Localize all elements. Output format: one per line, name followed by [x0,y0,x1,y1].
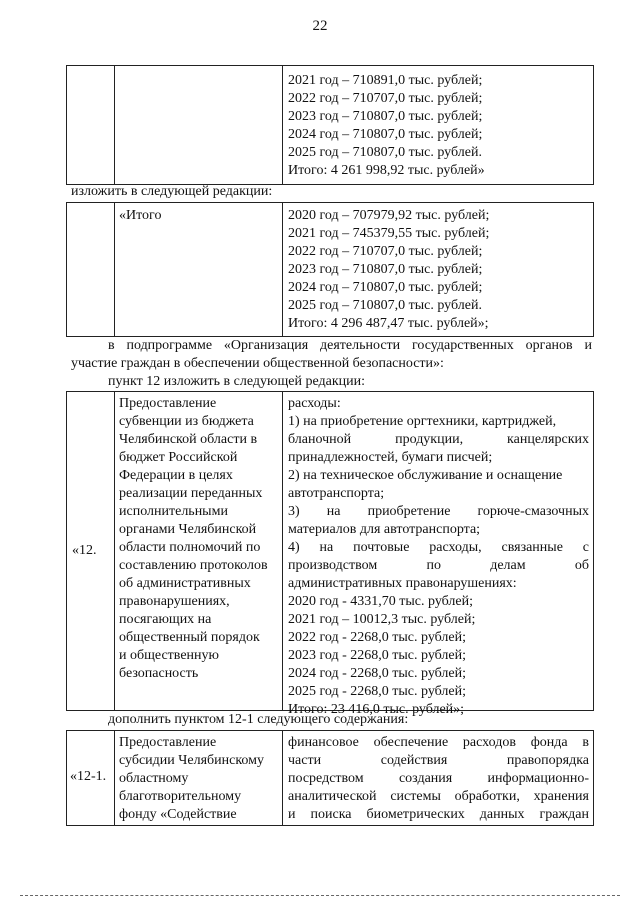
table-4-number: «12-1. [70,769,107,784]
table-2-line: 2021 год – 745379,55 тыс. рублей; [288,226,490,241]
table-3-detail-line: 2022 год - 2268,0 тыс. рублей; [288,630,467,645]
table-3-detail-line: 2024 год - 2268,0 тыс. рублей; [288,666,467,681]
table-3-detail-line: принадлежностей, бумаги писчей; [288,450,493,465]
table-3-detail-line: 1) на приобретение оргтехники, картриджей, [288,414,557,429]
table-3-detail-line: производством по делам об [288,558,589,573]
table-3-name-line: Челябинской области в [119,432,258,447]
table-3-detail-line: 3) на приобретение горюче-смазочных [288,504,589,519]
table-3-detail-line: автотранспорта; [288,486,385,501]
table-1-col-amounts [283,66,593,184]
table-2 [66,202,594,337]
table-1-line: Итого: 4 261 998,92 тыс. рублей» [288,163,485,178]
table-4-name-line: субсидии Челябинскому [119,753,265,768]
table-4-name-line: фонду «Содействие [119,807,237,822]
table-4 [66,730,594,826]
table-3-detail-line: 2025 год - 2268,0 тыс. рублей; [288,684,467,699]
paragraph-subprogram-line-2: участие граждан в обеспечении общественной безопасности»: [71,356,444,371]
table-3-col-number [67,392,115,710]
table-3-name-line: бюджет Российской [119,450,238,465]
table-2-line: 2023 год – 710807,0 тыс. рублей; [288,262,483,277]
table-2-line: 2025 год – 710807,0 тыс. рублей. [288,298,482,313]
table-1-line: 2024 год – 710807,0 тыс. рублей; [288,127,483,142]
table-1 [66,65,594,185]
table-3 [66,391,594,717]
table-3-name-line: об административных [119,576,251,591]
table-2-col-amounts [283,203,593,336]
table-1-line: 2025 год – 710807,0 тыс. рублей. [288,145,482,160]
table-1-line: 2021 год – 710891,0 тыс. рублей; [288,73,483,88]
table-2-line: 2022 год – 710707,0 тыс. рублей; [288,244,483,259]
table-3-detail-line: 2) на техническое обслуживание и оснащение [288,468,563,483]
table-3-name-line: Федерации в целях [119,468,233,483]
paragraph-subprogram-line-1: в подпрограмме «Организация деятельности государственных органов и [108,338,592,353]
table-4-col-name [115,731,283,825]
table-2-line: Итого: 4 296 487,47 тыс. рублей»; [288,316,489,331]
table-3-name-line: органами Челябинской [119,522,257,537]
table-3-number: «12. [72,543,97,558]
paragraph-item-12: пункт 12 изложить в следующей редакции: [108,374,365,389]
table-3-detail-line: расходы: [288,396,341,411]
table-3-name-line: безопасность [119,666,199,681]
paragraph-item-12-1: дополнить пунктом 12-1 следующего содержания: [108,712,409,727]
table-1-line: 2023 год – 710807,0 тыс. рублей; [288,109,483,124]
table-3-detail-line: административных правонарушениях: [288,576,517,591]
table-4-detail-line: и поиска биометрических данных граждан [288,807,589,822]
page-bottom-rule [20,895,620,896]
table-1-col-name [115,66,283,184]
table-3-detail-line: бланочной продукции, канцелярских [288,432,589,447]
table-3-detail-line: Итого: 23 416,0 тыс. рублей»; [288,702,465,717]
table-4-col-details [283,731,593,825]
table-1-col-number [67,66,115,184]
table-3-name-line: правонарушениях, [119,594,230,609]
table-3-name-line: общественный порядок [119,630,260,645]
paragraph-edit-note: изложить в следующей редакции: [71,184,273,199]
table-4-name-line: Предоставление [119,735,217,750]
table-2-name: «Итого [119,208,162,223]
table-4-detail-line: посредством создания информационно- [288,771,589,786]
table-3-name-line: посягающих на [119,612,212,627]
table-3-detail-line: 2023 год - 2268,0 тыс. рублей; [288,648,467,663]
table-3-name-line: составлению протоколов [119,558,268,573]
table-4-name-line: областному [119,771,189,786]
table-3-name-line: и общественную [119,648,219,663]
table-3-col-details [283,392,593,717]
table-2-col-name [115,203,283,336]
table-4-col-number [67,731,115,825]
table-2-col-number [67,203,115,336]
page-number: 22 [312,18,328,34]
table-3-name-line: субвенции из бюджета [119,414,254,429]
table-2-line: 2024 год – 710807,0 тыс. рублей; [288,280,483,295]
table-3-detail-line: 2021 год – 10012,3 тыс. рублей; [288,612,476,627]
table-4-detail-line: части содействия правопорядка [288,753,589,768]
table-4-detail-line: аналитической системы обработки, хранения [288,789,589,804]
table-3-name-line: реализации переданных [119,486,263,501]
table-4-detail-line: финансовое обеспечение расходов фонда в [288,735,589,750]
table-4-name-line: благотворительному [119,789,242,804]
table-3-name-line: исполнительными [119,504,228,519]
table-3-name-line: области полномочий по [119,540,261,555]
table-3-detail-line: 2020 год - 4331,70 тыс. рублей; [288,594,474,609]
table-2-line: 2020 год – 707979,92 тыс. рублей; [288,208,490,223]
table-1-line: 2022 год – 710707,0 тыс. рублей; [288,91,483,106]
table-3-name-line: Предоставление [119,396,217,411]
table-3-detail-line: 4) на почтовые расходы, связанные с [288,540,589,555]
table-3-col-name [115,392,283,710]
table-3-detail-line: материалов для автотранспорта; [288,522,481,537]
